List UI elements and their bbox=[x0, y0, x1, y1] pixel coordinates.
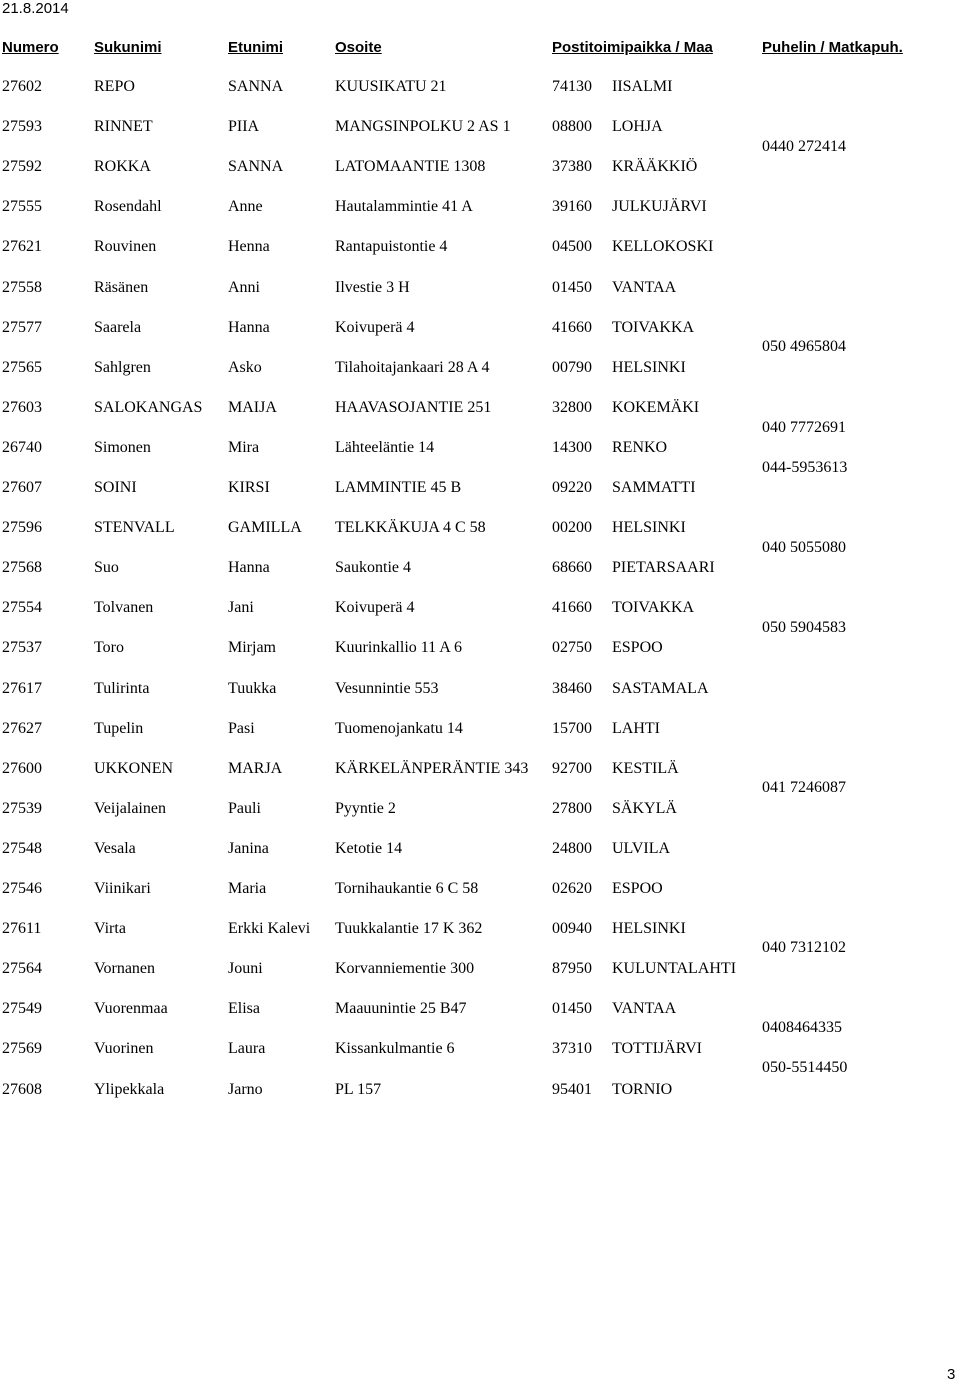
surname: SALOKANGAS bbox=[94, 399, 203, 416]
firstname: Mira bbox=[228, 439, 260, 456]
table-row bbox=[0, 197, 750, 217]
member-number: 27546 bbox=[2, 880, 42, 897]
member-number: 27568 bbox=[2, 559, 42, 576]
firstname: Hanna bbox=[228, 559, 270, 576]
member-number: 27592 bbox=[2, 158, 42, 175]
city: ULVILA bbox=[612, 840, 671, 857]
surname: UKKONEN bbox=[94, 760, 174, 777]
table-row bbox=[0, 518, 750, 538]
city: KOKEMÄKI bbox=[612, 399, 700, 416]
header-address: Osoite bbox=[335, 39, 382, 56]
member-number: 27549 bbox=[2, 1000, 42, 1017]
postal-code: 87950 bbox=[552, 960, 592, 977]
city: IISALMI bbox=[612, 78, 673, 95]
phone-number: 040 5055080 bbox=[762, 539, 846, 556]
surname: Rouvinen bbox=[94, 238, 157, 255]
member-number: 27596 bbox=[2, 519, 42, 536]
phone-number: 0408464335 bbox=[762, 1019, 842, 1036]
postal-code: 95401 bbox=[552, 1081, 592, 1098]
postal-code: 38460 bbox=[552, 680, 592, 697]
table-row bbox=[0, 919, 750, 939]
address: Kuurinkallio 11 A 6 bbox=[335, 639, 462, 656]
phone-number: 040 7312102 bbox=[762, 939, 846, 956]
member-number: 27558 bbox=[2, 279, 42, 296]
postal-code: 00200 bbox=[552, 519, 592, 536]
postal-code: 04500 bbox=[552, 238, 592, 255]
address: Lähteeläntie 14 bbox=[335, 439, 435, 456]
postal-code: 68660 bbox=[552, 559, 592, 576]
member-number: 27627 bbox=[2, 720, 42, 737]
firstname: Hanna bbox=[228, 319, 270, 336]
firstname: MAIJA bbox=[228, 399, 277, 416]
phone-number: 050 5904583 bbox=[762, 619, 846, 636]
address: Ketotie 14 bbox=[335, 840, 403, 857]
city: TOIVAKKA bbox=[612, 319, 695, 336]
address: Maauunintie 25 B47 bbox=[335, 1000, 467, 1017]
address: LATOMAANTIE 1308 bbox=[335, 158, 486, 175]
surname: Räsänen bbox=[94, 279, 149, 296]
surname: Suo bbox=[94, 559, 119, 576]
member-number: 27539 bbox=[2, 800, 42, 817]
header-firstname: Etunimi bbox=[228, 39, 283, 56]
firstname: Tuukka bbox=[228, 680, 277, 697]
member-number: 27617 bbox=[2, 680, 42, 697]
city: SASTAMALA bbox=[612, 680, 709, 697]
postal-code: 01450 bbox=[552, 1000, 592, 1017]
postal-code: 74130 bbox=[552, 78, 592, 95]
surname: Toro bbox=[94, 639, 124, 656]
member-number: 27611 bbox=[2, 920, 42, 937]
address: Hautalammintie 41 A bbox=[335, 198, 473, 215]
page-number: 3 bbox=[947, 1366, 956, 1383]
firstname: Jarno bbox=[228, 1081, 263, 1098]
table-row bbox=[0, 237, 750, 257]
address: KÄRKELÄNPERÄNTIE 343 bbox=[335, 760, 529, 777]
surname: Sahlgren bbox=[94, 359, 151, 376]
table-row bbox=[0, 799, 750, 819]
surname: Rosendahl bbox=[94, 198, 162, 215]
firstname: Henna bbox=[228, 238, 270, 255]
member-number: 27564 bbox=[2, 960, 42, 977]
city: TOTTIJÄRVI bbox=[612, 1040, 702, 1057]
address: Saukontie 4 bbox=[335, 559, 411, 576]
city: JULKUJÄRVI bbox=[612, 198, 707, 215]
city: TORNIO bbox=[612, 1081, 673, 1098]
postal-code: 39160 bbox=[552, 198, 592, 215]
postal-code: 02750 bbox=[552, 639, 592, 656]
member-number: 27548 bbox=[2, 840, 42, 857]
city: PIETARSAARI bbox=[612, 559, 715, 576]
table-row bbox=[0, 999, 750, 1019]
phone-number: 040 7772691 bbox=[762, 419, 846, 436]
firstname: Anne bbox=[228, 198, 263, 215]
table-row bbox=[0, 117, 750, 137]
address: KUUSIKATU 21 bbox=[335, 78, 447, 95]
address: LAMMINTIE 45 B bbox=[335, 479, 462, 496]
address: PL 157 bbox=[335, 1081, 382, 1098]
city: KULUNTALAHTI bbox=[612, 960, 737, 977]
firstname: Jouni bbox=[228, 960, 263, 977]
address: TELKKÄKUJA 4 C 58 bbox=[335, 519, 486, 536]
address: Koivuperä 4 bbox=[335, 599, 415, 616]
postal-code: 41660 bbox=[552, 599, 592, 616]
table-row bbox=[0, 638, 750, 658]
postal-code: 08800 bbox=[552, 118, 592, 135]
surname: Veijalainen bbox=[94, 800, 166, 817]
phone-number: 044-5953613 bbox=[762, 459, 848, 476]
surname: RINNET bbox=[94, 118, 153, 135]
member-number: 27621 bbox=[2, 238, 42, 255]
surname: Vuorenmaa bbox=[94, 1000, 168, 1017]
table-row bbox=[0, 318, 750, 338]
table-row bbox=[0, 839, 750, 859]
phone-number: 0440 272414 bbox=[762, 138, 846, 155]
city: VANTAA bbox=[612, 1000, 677, 1017]
address: Tilahoitajankaari 28 A 4 bbox=[335, 359, 490, 376]
city: RENKO bbox=[612, 439, 668, 456]
member-number: 27607 bbox=[2, 479, 42, 496]
firstname: Laura bbox=[228, 1040, 266, 1057]
address: Tornihaukantie 6 C 58 bbox=[335, 880, 479, 897]
member-number: 27555 bbox=[2, 198, 42, 215]
table-row bbox=[0, 478, 750, 498]
postal-code: 09220 bbox=[552, 479, 592, 496]
surname: Saarela bbox=[94, 319, 142, 336]
firstname: Maria bbox=[228, 880, 267, 897]
phone-number: 041 7246087 bbox=[762, 779, 846, 796]
member-number: 27569 bbox=[2, 1040, 42, 1057]
phone-number: 050 4965804 bbox=[762, 338, 846, 355]
city: VANTAA bbox=[612, 279, 677, 296]
surname: Tolvanen bbox=[94, 599, 154, 616]
city: KELLOKOSKI bbox=[612, 238, 714, 255]
table-row bbox=[0, 1039, 750, 1059]
city: SÄKYLÄ bbox=[612, 800, 677, 817]
address: HAAVASOJANTIE 251 bbox=[335, 399, 492, 416]
firstname: KIRSI bbox=[228, 479, 270, 496]
member-number: 27554 bbox=[2, 599, 42, 616]
firstname: Pasi bbox=[228, 720, 255, 737]
table-row bbox=[0, 719, 750, 739]
phone-number: 050-5514450 bbox=[762, 1059, 848, 1076]
postal-code: 92700 bbox=[552, 760, 592, 777]
surname: ROKKA bbox=[94, 158, 151, 175]
surname: Viinikari bbox=[94, 880, 151, 897]
surname: SOINI bbox=[94, 479, 137, 496]
surname: Tulirinta bbox=[94, 680, 150, 697]
address: Tuukkalantie 17 K 362 bbox=[335, 920, 483, 937]
firstname: Jani bbox=[228, 599, 254, 616]
table-row bbox=[0, 679, 750, 699]
city: HELSINKI bbox=[612, 359, 686, 376]
member-number: 27603 bbox=[2, 399, 42, 416]
postal-code: 15700 bbox=[552, 720, 592, 737]
surname: Ylipekkala bbox=[94, 1081, 165, 1098]
postal-code: 27800 bbox=[552, 800, 592, 817]
header-postal: Postitoimipaikka / Maa bbox=[552, 39, 713, 56]
member-number: 27608 bbox=[2, 1081, 42, 1098]
table-row bbox=[0, 1080, 750, 1100]
firstname: PIIA bbox=[228, 118, 260, 135]
table-row bbox=[0, 77, 750, 97]
address: Pyyntie 2 bbox=[335, 800, 396, 817]
surname: Tupelin bbox=[94, 720, 144, 737]
surname: Simonen bbox=[94, 439, 151, 456]
surname: Vuorinen bbox=[94, 1040, 154, 1057]
firstname: Mirjam bbox=[228, 639, 276, 656]
firstname: MARJA bbox=[228, 760, 283, 777]
address: Rantapuistontie 4 bbox=[335, 238, 448, 255]
member-number: 27537 bbox=[2, 639, 42, 656]
firstname: Asko bbox=[228, 359, 262, 376]
postal-code: 00790 bbox=[552, 359, 592, 376]
table-row bbox=[0, 759, 750, 779]
table-row bbox=[0, 157, 750, 177]
member-number: 27593 bbox=[2, 118, 42, 135]
firstname: Erkki Kalevi bbox=[228, 920, 311, 937]
city: KRÄÄKKIÖ bbox=[612, 158, 698, 175]
header-phone: Puhelin / Matkapuh. bbox=[762, 39, 903, 56]
table-row bbox=[0, 879, 750, 899]
city: LOHJA bbox=[612, 118, 663, 135]
table-row bbox=[0, 598, 750, 618]
address: MANGSINPOLKU 2 AS 1 bbox=[335, 118, 511, 135]
table-row bbox=[0, 278, 750, 298]
member-number: 27577 bbox=[2, 319, 42, 336]
postal-code: 02620 bbox=[552, 880, 592, 897]
firstname: Anni bbox=[228, 279, 260, 296]
surname: Vesala bbox=[94, 840, 136, 857]
firstname: Elisa bbox=[228, 1000, 260, 1017]
city: HELSINKI bbox=[612, 920, 686, 937]
address: Kissankulmantie 6 bbox=[335, 1040, 455, 1057]
print-date: 21.8.2014 bbox=[2, 0, 69, 17]
postal-code: 37380 bbox=[552, 158, 592, 175]
postal-code: 14300 bbox=[552, 439, 592, 456]
surname: Vornanen bbox=[94, 960, 156, 977]
postal-code: 37310 bbox=[552, 1040, 592, 1057]
firstname: SANNA bbox=[228, 78, 284, 95]
postal-code: 41660 bbox=[552, 319, 592, 336]
member-number: 27602 bbox=[2, 78, 42, 95]
city: LAHTI bbox=[612, 720, 660, 737]
postal-code: 00940 bbox=[552, 920, 592, 937]
table-header bbox=[0, 38, 960, 58]
surname: STENVALL bbox=[94, 519, 175, 536]
address: Koivuperä 4 bbox=[335, 319, 415, 336]
city: ESPOO bbox=[612, 880, 663, 897]
address: Korvanniementie 300 bbox=[335, 960, 475, 977]
member-number: 27565 bbox=[2, 359, 42, 376]
firstname: GAMILLA bbox=[228, 519, 302, 536]
city: SAMMATTI bbox=[612, 479, 696, 496]
city: TOIVAKKA bbox=[612, 599, 695, 616]
member-number: 27600 bbox=[2, 760, 42, 777]
member-number: 26740 bbox=[2, 439, 42, 456]
table-row bbox=[0, 959, 750, 979]
surname: Virta bbox=[94, 920, 126, 937]
postal-code: 32800 bbox=[552, 399, 592, 416]
address: Tuomenojankatu 14 bbox=[335, 720, 463, 737]
postal-code: 24800 bbox=[552, 840, 592, 857]
city: ESPOO bbox=[612, 639, 663, 656]
table-row bbox=[0, 558, 750, 578]
header-number: Numero bbox=[2, 39, 59, 56]
city: HELSINKI bbox=[612, 519, 686, 536]
city: KESTILÄ bbox=[612, 760, 679, 777]
header-surname: Sukunimi bbox=[94, 39, 162, 56]
table-row bbox=[0, 438, 750, 458]
firstname: Janina bbox=[228, 840, 269, 857]
firstname: Pauli bbox=[228, 800, 261, 817]
table-row bbox=[0, 398, 750, 418]
table-row bbox=[0, 358, 750, 378]
firstname: SANNA bbox=[228, 158, 284, 175]
address: Ilvestie 3 H bbox=[335, 279, 410, 296]
address: Vesunnintie 553 bbox=[335, 680, 439, 697]
surname: REPO bbox=[94, 78, 135, 95]
postal-code: 01450 bbox=[552, 279, 592, 296]
